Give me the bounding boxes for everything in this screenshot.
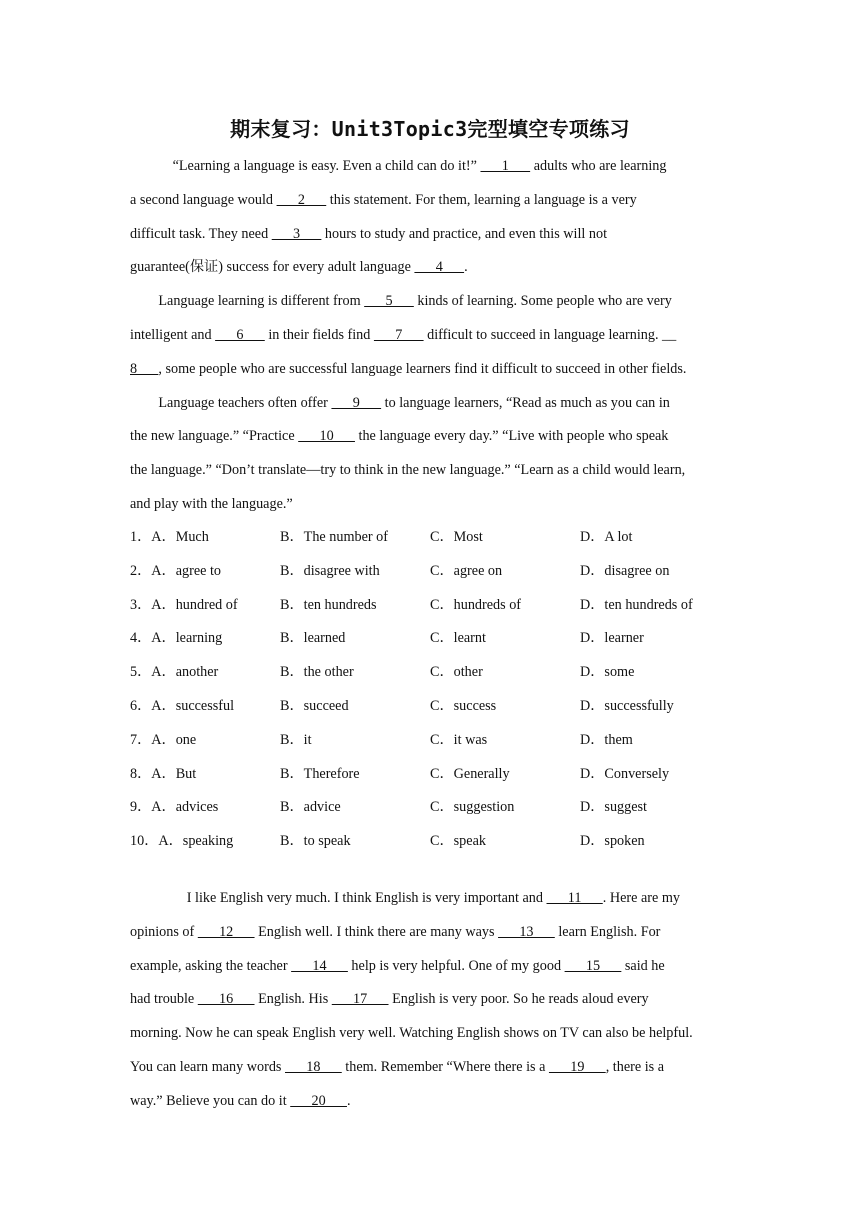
option-b[interactable]: B．The number of	[280, 529, 388, 545]
option-d[interactable]: D．learner	[580, 630, 644, 647]
passage-text: morning. Now he can speak English very well. Watching English shows on TV can also be helpful.	[130, 1025, 693, 1042]
option-a[interactable]: 1．A．Much	[130, 529, 209, 545]
option-b[interactable]: B．the other	[280, 664, 354, 681]
passage-text: .	[346, 1092, 351, 1109]
answer-blank: 12	[197, 923, 255, 940]
answer-blank: 16	[197, 991, 255, 1008]
passage-text: , some people who are successful language learners find it difficult to succeed in other fields.	[158, 360, 687, 377]
passage-line	[130, 454, 742, 488]
passage-text: adults who are learning	[530, 158, 667, 174]
passage-line	[130, 285, 742, 319]
passage-text: the language every day.” “Live with people who speak	[354, 428, 669, 445]
question-row	[130, 690, 730, 724]
answer-blank: 10	[298, 428, 355, 445]
answer-blank: 4	[414, 259, 465, 276]
passage-line	[130, 1051, 742, 1085]
passage-text: English. His	[254, 991, 332, 1008]
option-a[interactable]: 3．A．hundred of	[130, 596, 238, 613]
passage-text: You can learn many words	[130, 1058, 285, 1075]
passage-text: kinds of learning. Some people who are very	[413, 293, 672, 310]
passage-text: . Here are my	[602, 890, 680, 906]
passage-text: to language learners, “Read as much as you can in	[381, 394, 670, 411]
passage-line	[130, 916, 742, 950]
option-b[interactable]: B．advice	[280, 799, 341, 816]
option-a[interactable]: 6．A．successful	[130, 697, 235, 714]
answer-blank: 17	[331, 991, 389, 1008]
passage-line	[130, 251, 742, 285]
question-row	[130, 791, 730, 825]
question-options	[130, 521, 730, 859]
passage-line	[130, 420, 742, 454]
answer-blank: 14	[291, 957, 348, 974]
passage-line	[130, 387, 742, 421]
passage-text: in their fields find	[264, 326, 374, 343]
question-row	[130, 758, 730, 792]
passage-line	[130, 150, 742, 184]
passage-text: intelligent and	[130, 326, 216, 343]
passage-text: English well. I think there are many ways	[254, 923, 499, 940]
option-c[interactable]: C．suggestion	[430, 799, 515, 816]
option-c[interactable]: C．learnt	[430, 630, 486, 647]
passage-line	[130, 950, 742, 984]
option-b[interactable]: B．succeed	[280, 697, 349, 714]
option-a[interactable]: 4．A．learning	[130, 630, 223, 647]
answer-blank: 9	[331, 394, 382, 411]
option-c[interactable]: C．agree on	[430, 562, 503, 579]
option-a[interactable]: 2．A．agree to	[130, 562, 222, 579]
answer-blank: 20	[290, 1092, 347, 1109]
passage-text: difficult to succeed in language learning. __	[423, 326, 677, 343]
passage-text: hours to study and practice, and even this will not	[321, 225, 608, 242]
passage-text: the new language.” “Practice	[130, 428, 299, 445]
option-a[interactable]: 7．A．one	[130, 731, 197, 748]
passage-text: I like English very much. I think English is very important and	[130, 890, 547, 906]
answer-blank: 15	[564, 957, 622, 974]
passage-text: the language.” “Don’t translate—try to think in the new language.” “Learn as a child would learn,	[130, 462, 686, 479]
option-d[interactable]: D．ten hundreds of	[580, 596, 693, 613]
answer-blank: 18	[285, 1058, 342, 1075]
option-a[interactable]: 8．A．But	[130, 765, 197, 782]
option-a[interactable]: 10．A．speaking	[130, 833, 234, 850]
question-row	[130, 825, 730, 859]
passage-1	[130, 150, 742, 522]
passage-text: help is very helpful. One of my good	[347, 957, 565, 974]
passage-text: , there is a	[605, 1058, 665, 1075]
answer-blank: 6	[215, 326, 265, 343]
option-c[interactable]: C．other	[430, 664, 483, 681]
passage-line	[130, 1017, 742, 1051]
question-row	[130, 656, 730, 690]
passage-text: a second language would	[130, 191, 277, 208]
passage-text: had trouble	[130, 991, 198, 1008]
passage-text: English is very poor. So he reads aloud every	[388, 991, 649, 1008]
passage-text: learn English. For	[554, 923, 661, 940]
passage-text: said he	[621, 957, 665, 974]
option-d[interactable]: D．some	[580, 664, 635, 681]
answer-blank: 1	[480, 158, 531, 174]
option-d[interactable]: D．suggest	[580, 799, 647, 816]
passage-line	[130, 882, 742, 916]
passage-text: opinions of	[130, 923, 198, 940]
option-c[interactable]: C．hundreds of	[430, 596, 522, 613]
passage-text: difficult task. They need	[130, 225, 272, 242]
answer-blank: 3	[271, 225, 322, 242]
passage-line	[130, 1085, 742, 1119]
answer-blank: 7	[373, 326, 424, 343]
passage-text: guarantee(保证) success for every adult language	[130, 259, 415, 276]
option-b[interactable]: B．Therefore	[280, 765, 360, 782]
question-row	[130, 724, 730, 758]
passage-text: “Learning a language is easy. Even a child can do it!”	[130, 158, 481, 174]
passage-line	[130, 353, 742, 387]
passage-text: and play with the language.”	[130, 495, 293, 512]
passage-line	[130, 488, 742, 522]
option-d[interactable]: D．A lot	[580, 529, 633, 545]
option-b[interactable]: B．ten hundreds	[280, 596, 377, 613]
option-b[interactable]: B．to speak	[280, 833, 351, 850]
option-c[interactable]: C．Generally	[430, 765, 510, 782]
passage-text: example, asking the teacher	[130, 957, 292, 974]
answer-blank: 8	[130, 360, 159, 377]
option-d[interactable]: D．Conversely	[580, 765, 670, 782]
option-a[interactable]: 9．A．advices	[130, 799, 219, 816]
option-c[interactable]: C．Most	[430, 529, 483, 545]
option-a[interactable]: 5．A．another	[130, 664, 219, 681]
question-row	[130, 555, 730, 589]
option-c[interactable]: C．it was	[430, 731, 488, 748]
answer-blank: 13	[498, 923, 555, 940]
option-d[interactable]: D．successfully	[580, 697, 674, 714]
answer-blank: 2	[276, 191, 327, 208]
passage-text: them. Remember “Where there is a	[341, 1058, 549, 1075]
passage-text: way.” Believe you can do it	[130, 1092, 291, 1109]
answer-blank: 11	[546, 890, 603, 906]
question-row	[130, 589, 730, 623]
page-title: 期末复习：Unit3Topic3完型填空专项练习	[230, 117, 630, 141]
option-c[interactable]: C．speak	[430, 833, 486, 850]
passage-line	[130, 983, 742, 1017]
option-d[interactable]: D．disagree on	[580, 562, 670, 579]
answer-blank: 5	[364, 293, 414, 310]
passage-text: Language teachers often offer	[130, 394, 332, 411]
passage-2	[130, 882, 742, 1119]
passage-line	[130, 184, 742, 218]
option-d[interactable]: D．them	[580, 731, 633, 748]
option-c[interactable]: C．success	[430, 697, 497, 714]
passage-text: .	[464, 259, 468, 276]
passage-text: this statement. For them, learning a language is a very	[326, 191, 637, 208]
passage-line	[130, 319, 742, 353]
option-d[interactable]: D．spoken	[580, 833, 645, 850]
question-row	[130, 521, 730, 555]
question-row	[130, 622, 730, 656]
answer-blank: 19	[548, 1058, 606, 1075]
passage-text: Language learning is different from	[130, 293, 365, 310]
option-b[interactable]: B．it	[280, 731, 312, 748]
option-b[interactable]: B．disagree with	[280, 562, 380, 579]
passage-line	[130, 218, 742, 252]
option-b[interactable]: B．learned	[280, 630, 346, 647]
